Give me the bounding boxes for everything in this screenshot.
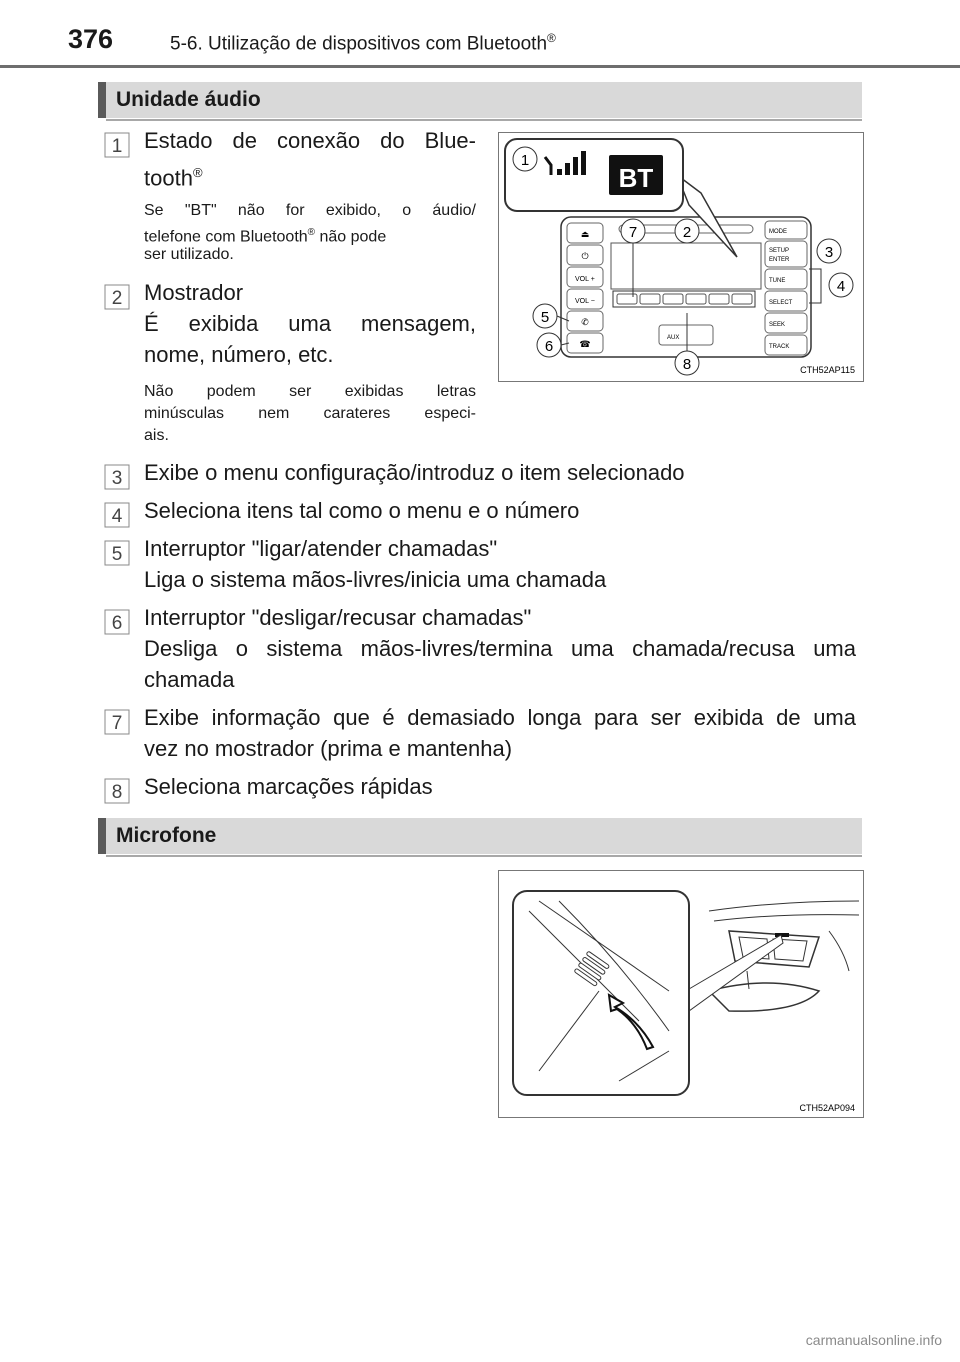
svg-text:TUNE: TUNE	[769, 278, 786, 284]
item-2-desc-line1: É exibida uma mensagem,	[144, 311, 476, 336]
svg-text:✆: ✆	[581, 318, 589, 328]
svg-text:BT: BT	[618, 163, 654, 193]
section-title: Unidade áudio	[116, 88, 261, 111]
section-header-audio	[98, 82, 862, 118]
item-2-desc-line2: nome, número, etc.	[144, 342, 334, 367]
svg-text:3: 3	[824, 244, 834, 261]
svg-text:2: 2	[111, 288, 123, 309]
item-1-note-line2: telefone com Bluetooth® não pode	[144, 227, 387, 246]
svg-text:7: 7	[111, 713, 123, 734]
svg-text:1: 1	[111, 136, 123, 157]
svg-text:5: 5	[111, 544, 123, 565]
page-number: 376	[68, 24, 114, 54]
section-header-microphone	[98, 818, 862, 854]
svg-text:8: 8	[682, 356, 692, 373]
microphone-figure	[498, 870, 864, 1118]
item-1-title-line2: tooth®	[144, 165, 203, 191]
chapter-title: 5-6. Utilização de dispositivos com Bluetooth®	[170, 31, 556, 55]
item-number-4	[104, 502, 130, 528]
item-7-text-line1: Exibe informação que é demasiado longa para ser exibida de uma	[144, 705, 856, 730]
svg-text:VOL +: VOL +	[575, 276, 595, 283]
svg-text:CTH52AP094: CTH52AP094	[799, 1103, 855, 1113]
svg-text:1: 1	[520, 152, 530, 169]
svg-text:CTH52AP115: CTH52AP115	[800, 365, 855, 375]
item-2-note-line1: Não podem ser exibidas letras	[144, 383, 476, 400]
item-number-3	[104, 464, 130, 490]
svg-text:ENTER: ENTER	[769, 257, 790, 263]
item-5-desc: Liga o sistema mãos-livres/inicia uma chamada	[144, 567, 607, 592]
item-6-desc-line2: chamada	[144, 667, 235, 692]
svg-text:2: 2	[682, 224, 692, 241]
svg-text:SELECT: SELECT	[769, 300, 793, 306]
item-number-6	[104, 609, 130, 635]
item-number-8	[104, 778, 130, 804]
svg-text:⏏: ⏏	[580, 230, 590, 240]
svg-text:AUX: AUX	[667, 335, 680, 341]
item-1-title-line1: Estado de conexão do Blue-	[144, 128, 476, 153]
item-1-note-line3: ser utilizado.	[144, 246, 234, 263]
item-6-desc-line1: Desliga o sistema mãos-livres/termina uma chamada/recusa uma	[144, 636, 856, 661]
svg-text:VOL −: VOL −	[575, 298, 595, 305]
svg-text:4: 4	[836, 278, 846, 295]
svg-text:6: 6	[111, 613, 123, 634]
audio-unit-figure	[498, 132, 864, 382]
item-4-text: Seleciona itens tal como o menu e o número	[144, 498, 580, 523]
item-1-note-line1: Se "BT" não for exibido, o áudio/	[144, 202, 476, 219]
item-2-note-line2: minúsculas nem carateres especi-	[144, 405, 476, 422]
item-3-text: Exibe o menu configuração/introduz o item selecionado	[144, 460, 685, 485]
item-number-7	[104, 709, 130, 735]
item-2-title: Mostrador	[144, 280, 244, 305]
svg-text:SETUP: SETUP	[769, 248, 790, 254]
section-title: Microfone	[116, 824, 217, 847]
header-divider	[0, 65, 960, 68]
svg-text:⏻: ⏻	[581, 252, 589, 262]
microphone-illustration	[499, 871, 863, 1117]
svg-text:6: 6	[544, 338, 554, 355]
svg-text:3: 3	[111, 468, 123, 489]
item-7-text-line2: vez no mostrador (prima e mantenha)	[144, 736, 513, 761]
svg-text:4: 4	[111, 506, 123, 527]
item-8-text: Seleciona marcações rápidas	[144, 774, 433, 799]
item-number-1	[104, 132, 130, 158]
item-number-5	[104, 540, 130, 566]
svg-text:5: 5	[540, 309, 550, 326]
svg-text:☎: ☎	[579, 340, 591, 350]
item-5-text: Interruptor "ligar/atender chamadas"	[144, 536, 498, 561]
item-6-text: Interruptor "desligar/recusar chamadas"	[144, 605, 532, 630]
audio-unit-illustration	[499, 133, 863, 381]
svg-text:SEEK: SEEK	[769, 322, 786, 328]
svg-text:MODE: MODE	[769, 229, 787, 235]
svg-text:TRACK: TRACK	[769, 344, 790, 350]
item-number-2	[104, 284, 130, 310]
svg-text:8: 8	[111, 782, 123, 803]
watermark: carmanualsonline.info	[805, 1332, 942, 1348]
svg-text:7: 7	[628, 224, 638, 241]
item-2-note-line3: ais.	[144, 427, 169, 444]
